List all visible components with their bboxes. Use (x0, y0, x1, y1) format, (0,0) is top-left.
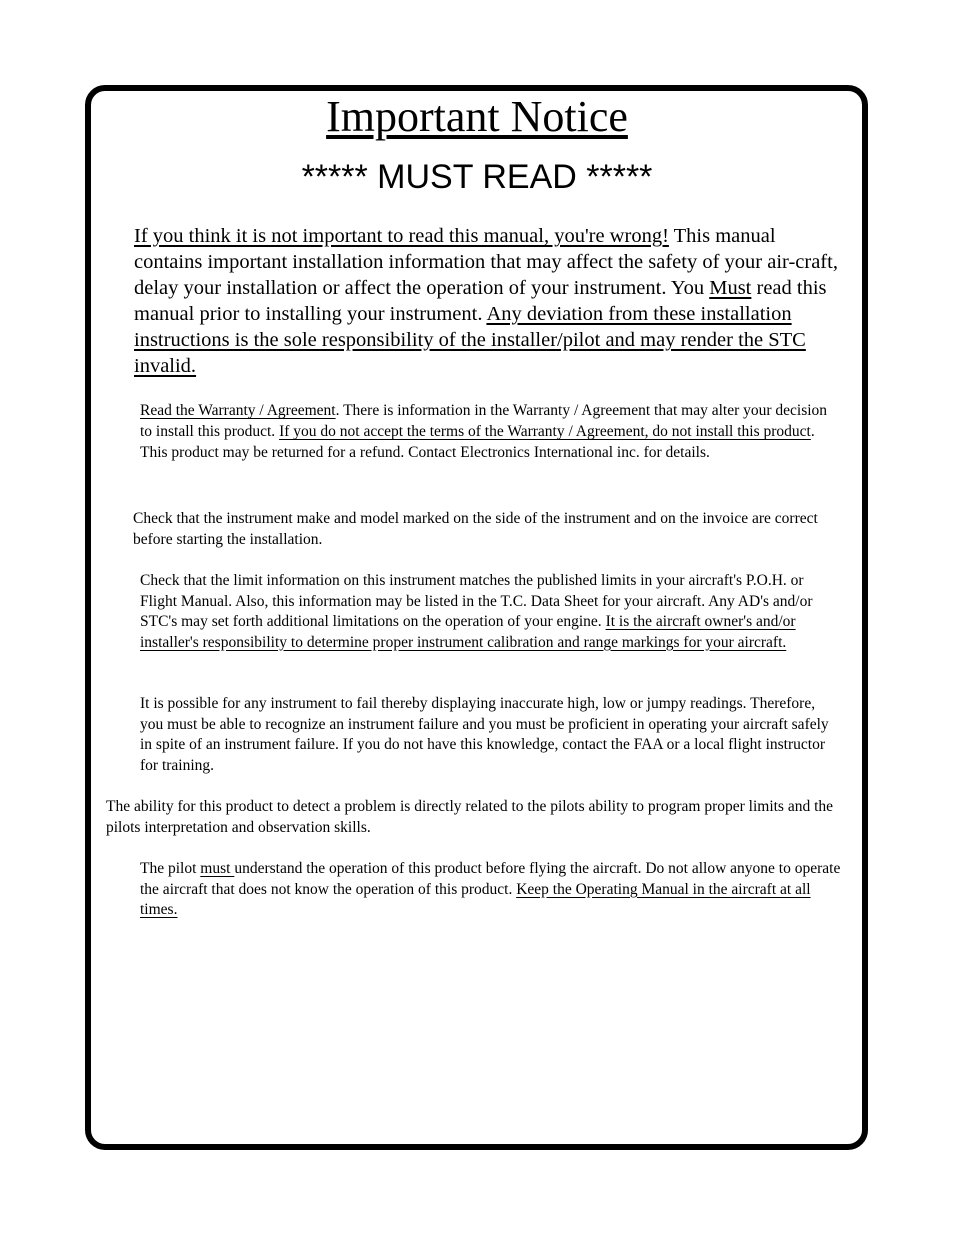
stc-warning: Any deviation from these installation instructions is the sole responsibility of the installer/pilot and may render the STC invalid. (134, 303, 806, 377)
wrong-warning: If you think it is not important to read this manual, you're wrong! (134, 225, 669, 247)
paragraph-intro: If you think it is not important to read this manual, you're wrong! This manual contains important installation information that may affect the safety of your air-craft, delay your installation or affect the operation of your instrument. You Must read this manual prior to installing your instrument. Any deviation from these installation instructions is the sole responsibility of the installer/pilot and may render the STC invalid. (134, 225, 838, 377)
paragraph-warranty: Read the Warranty / Agreement. There is information in the Warranty / Agreement that may alter your decision to install this product. If you do not accept the terms of the Warranty / Agreement, do not install this product. This product may be returned for a refund. Contact Electronics International inc. for details. (140, 402, 828, 461)
must-emphasis: Must (709, 277, 752, 299)
paragraph-check-limits: Check that the limit information on this instrument matches the published limits in your aircraft's P.O.H. or Flight Manual. Also, this information may be listed in the T.C. Data Sheet for your aircraft. Any AD's and/or STC's may set forth additional limitations on the operation of your engine. It is the aircraft owner's and/or installer's responsibility to determine proper instrument calibration and range markings for your aircraft. (140, 572, 813, 651)
paragraph-instrument-failure: It is possible for any instrument to fail thereby displaying inaccurate high, low or jumpy readings. Therefore, you must be able to recognize an instrument failure and you must be proficient in operating your aircraft safely in spite of an instrument failure. If you do not have this knowledge, contact the FAA or a local flight instructor for training. (140, 695, 829, 774)
warranty-terms: If you do not accept the terms of the Warranty / Agreement, do not install this product (279, 423, 811, 440)
calibration-responsibility: It is the aircraft owner's and/or installer's responsibility to determine proper instrument calibration and range markings for your aircraft. (140, 613, 796, 651)
warranty-link: Read the Warranty / Agreement (140, 402, 336, 419)
page-title: Important Notice (326, 92, 628, 141)
page-subtitle: ***** MUST READ ***** (301, 158, 653, 196)
keep-manual-note: Keep the Operating Manual in the aircraft at all times. (140, 880, 811, 918)
paragraph-check-model: Check that the instrument make and model marked on the side of the instrument and on the invoice are correct before starting the installation. (133, 510, 818, 548)
paragraph-detection-ability: The ability for this product to detect a problem is directly related to the pilots ability to program proper limits and the pilots interpretation and observation skills. (106, 798, 834, 836)
paragraph-pilot-operation: The pilot must understand the operation of this product before flying the aircraft. Do not allow anyone to operate the aircraft that does not know the operation of this product. Keep the Operating Manual in the aircraft at all times. (140, 860, 841, 918)
